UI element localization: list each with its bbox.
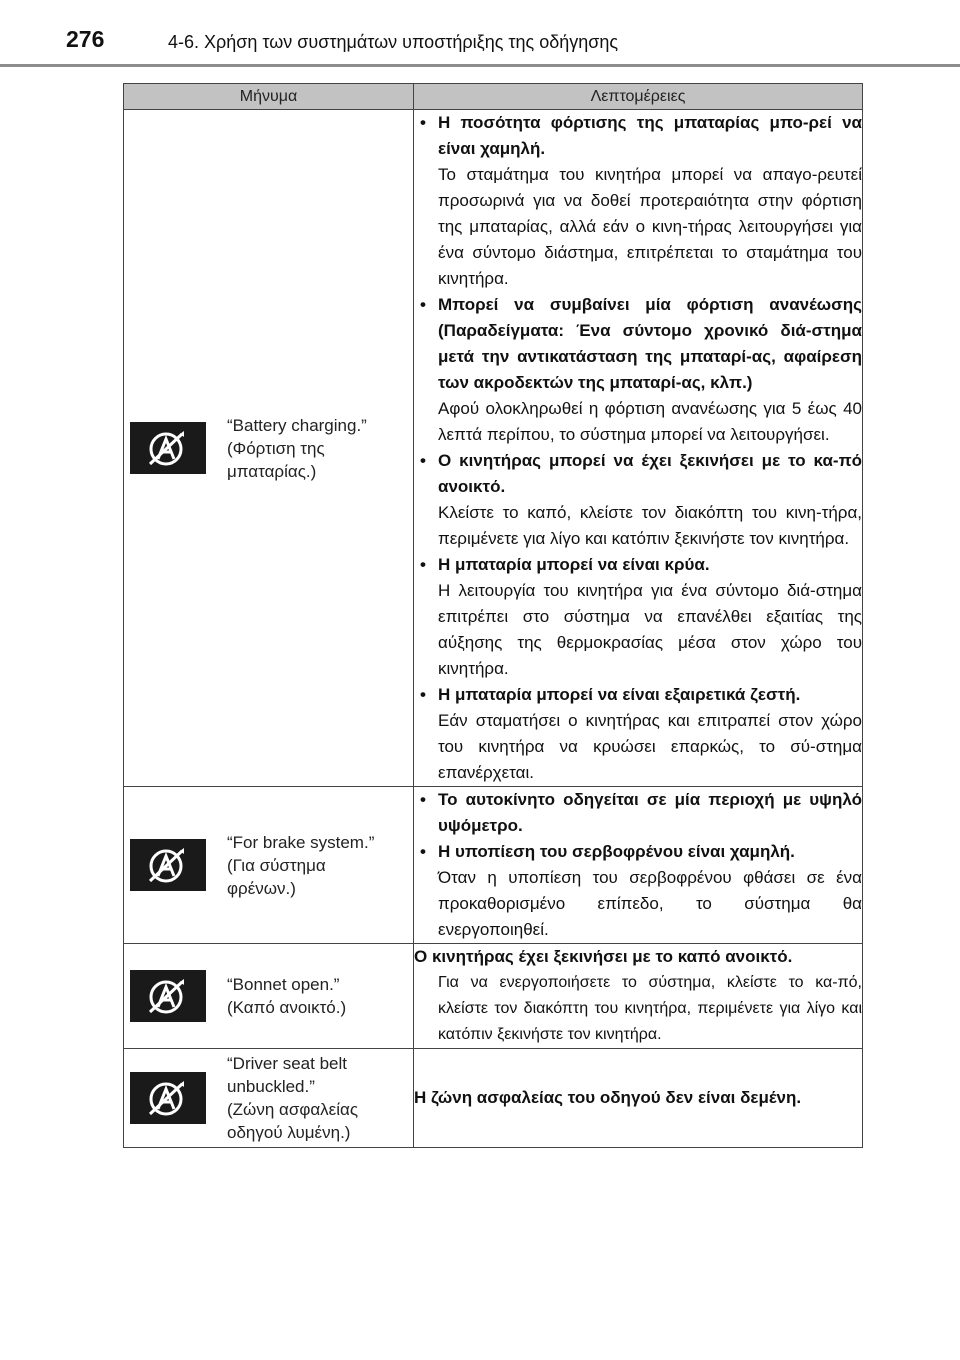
- table-header-row: [124, 84, 863, 110]
- message-table: [123, 83, 863, 1148]
- page-number: 276: [66, 26, 105, 52]
- details-cell: [414, 110, 863, 787]
- section-title: 4-6. Χρήση των συστημάτων υποστήριξης της οδήγησης: [168, 32, 619, 52]
- table-row: [124, 944, 863, 1049]
- message-cell: [124, 944, 414, 1049]
- message-text: “For brake system.” (Για σύστημα φρένων.): [227, 832, 375, 898]
- message-text: “Driver seat belt unbuckled.” (Ζώνη ασφαλείας οδηγού λυμένη.): [227, 1054, 359, 1142]
- detail-heading: Ο κινητήρας έχει ξεκινήσει με το καπό ανοικτό.: [414, 947, 793, 966]
- column-header-message: Μήνυμα: [124, 84, 414, 110]
- message-cell: [124, 1049, 414, 1148]
- column-header-details: Λεπτομέρειες: [414, 84, 863, 110]
- table-row: [124, 1049, 863, 1148]
- list-item: • Η μπαταρία μπορεί να είναι κρύα. Η λειτουργία του κινητήρα για ένα σύντομο διά-στημα επιτρέπει στο σύστημα να επανέλθει εξαιτίας της αύξησης της θερμοκρασίας μέσα στον χώρο του κινητήρα.: [414, 552, 862, 682]
- warning-system-icon: [130, 839, 206, 891]
- detail-body: Για να ενεργοποιήσετε το σύστημα, κλείστε το κα-πό, κλείστε τον διακόπτη του κινητήρα, περιμένετε για λίγο και κατόπιν ξεκινήστε τον κινητήρα.: [438, 974, 862, 1043]
- page-header: [0, 0, 960, 66]
- detail-heading: Η ζώνη ασφαλείας του οδηγού δεν είναι δεμένη.: [414, 1088, 802, 1107]
- details-cell: [414, 1049, 863, 1148]
- table-row: [124, 787, 863, 944]
- list-item: • Ο κινητήρας μπορεί να έχει ξεκινήσει με το κα-πό ανοικτό. Κλείστε το καπό, κλείστε τον διακόπτη του κινη-τήρα, περιμένετε για λίγο και κατόπιν ξεκινήστε τον κινητήρα.: [414, 448, 862, 552]
- details-cell: [414, 787, 863, 944]
- message-text: “Bonnet open.” (Καπό ανοικτό.): [227, 975, 347, 1017]
- table-row: [124, 110, 863, 787]
- list-item: • Μπορεί να συμβαίνει μία φόρτιση ανανέωσης (Παραδείγματα: Ένα σύντομο χρονικό διά-στημα μετά την αντικατάσταση της μπαταρί-ας, αφαίρεση των ακροδεκτών της μπαταρί-ας, κλπ.) Αφού ολοκληρωθεί η φόρτιση ανανέωσης για 5 έως 40 λεπτά περίπου, το σύστημα μπορεί να λειτουργήσει.: [414, 292, 862, 448]
- message-cell: [124, 787, 414, 944]
- details-cell: [414, 944, 863, 1049]
- list-item: • Η ποσότητα φόρτισης της μπαταρίας μπο-ρεί να είναι χαμηλή. Το σταμάτημα του κινητήρα μπορεί να απαγο-ρευτεί προσωρινά για να δοθεί προτεραιότητα στην φόρτιση της μπαταρίας, αλλά εάν ο κινη-τήρας λειτουργήσει για ένα σύντομο διάστημα, επιτρέπεται το σταμάτημα του κινητήρα.: [414, 110, 862, 292]
- warning-system-icon: [130, 422, 206, 474]
- header-rule: [0, 64, 960, 67]
- message-text: “Battery charging.” (Φόρτιση της μπαταρίας.): [227, 415, 367, 481]
- warning-system-icon: [130, 970, 206, 1022]
- message-cell: [124, 110, 414, 787]
- list-item: • Το αυτοκίνητο οδηγείται σε μία περιοχή με υψηλό υψόμετρο.: [414, 787, 862, 839]
- warning-system-icon: [130, 1072, 206, 1124]
- list-item: • Η υποπίεση του σερβοφρένου είναι χαμηλή. Όταν η υποπίεση του σερβοφρένου φθάσει σε ένα προκαθορισμένο επίπεδο, το σύστημα θα ενεργοποιηθεί.: [414, 839, 862, 943]
- list-item: • Η μπαταρία μπορεί να είναι εξαιρετικά ζεστή. Εάν σταματήσει ο κινητήρας και επιτραπεί στον χώρο του κινητήρα να κρυώσει επαρκώς, το σύ-στημα επανέρχεται.: [414, 682, 862, 786]
